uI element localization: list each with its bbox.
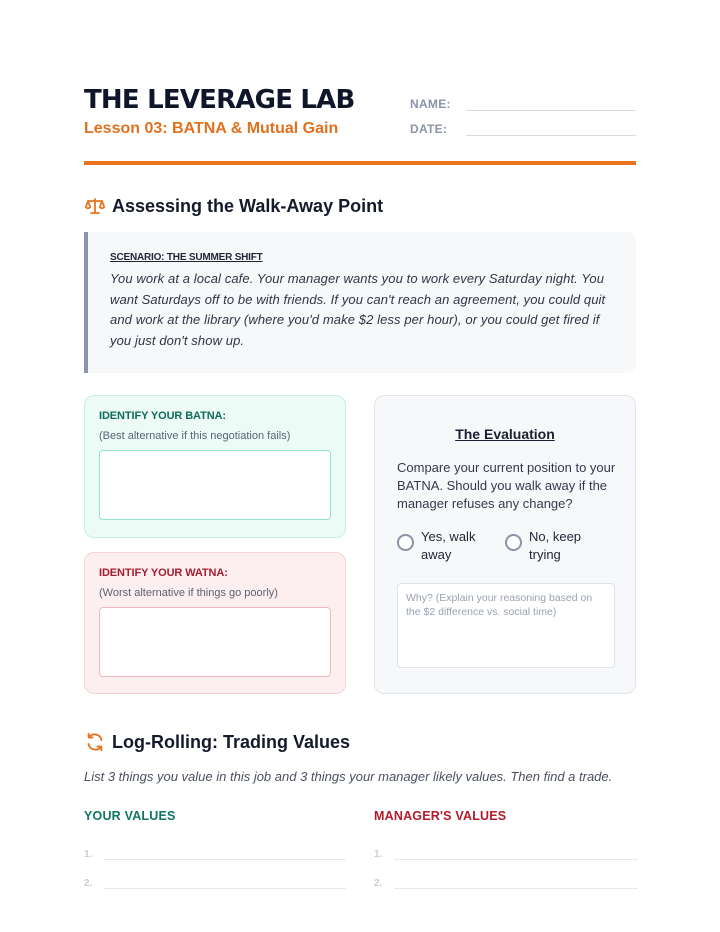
name-row [410,86,636,111]
line-number: 2. [84,878,93,889]
section-title: Log-Rolling: Trading Values [112,731,351,752]
name-field[interactable] [466,97,636,111]
worksheet-title: THE LEVERAGE LAB [84,85,355,115]
scenario-label: SCENARIO: THE SUMMER SHIFT [110,252,263,263]
option-no-label: No, keep trying [529,529,582,562]
line-number: 2. [374,878,383,889]
watna-title: IDENTIFY YOUR WATNA: [99,567,228,579]
watna-answer-box[interactable] [99,607,331,677]
your-value-line[interactable] [84,842,346,860]
section-title: Assessing the Walk-Away Point [112,195,384,216]
evaluation-card [374,395,636,694]
scenario-callout [84,232,636,373]
option-yes-label: Yes, walk away [421,529,476,562]
header-divider [84,161,636,165]
batna-card [84,395,346,538]
lesson-subtitle: Lesson 03: BATNA & Mutual Gain [84,120,339,137]
manager-values-header: MANAGER'S VALUES [374,809,507,823]
log-rolling-instructions: List 3 things you value in this job and 3 things your manager likely values. Then find a trade. [84,769,613,784]
section-walk-away-heading [84,195,383,217]
scenario-text: You work at a local cafe. Your manager wants you to work every Saturday night. You want Saturdays off to be with friends. If you can't reach an agreement, you could quit and work at the library (where you'd make $2 less per hour), or you could get fired if you just don't show up. [110,271,606,348]
student-info [410,86,636,136]
line-number: 1. [374,849,383,860]
date-label: DATE: [410,122,448,136]
batna-title: IDENTIFY YOUR BATNA: [99,410,226,422]
watna-card [84,552,346,694]
manager-value-line[interactable] [374,842,638,860]
brand [84,84,355,138]
manager-value-line[interactable] [374,871,638,889]
answer-line[interactable] [394,875,638,889]
answer-line[interactable] [104,875,346,889]
name-label: NAME: [410,97,451,111]
answer-line[interactable] [394,846,638,860]
line-number: 1. [84,849,93,860]
option-yes[interactable] [397,528,491,564]
why-field[interactable]: Why? (Explain your reasoning based on the $2 difference vs. social time) [397,583,615,668]
radio-no[interactable] [505,534,522,551]
batna-answer-box[interactable] [99,450,331,520]
worksheet-header [84,84,636,168]
section-log-rolling-heading [84,731,350,753]
evaluation-title: The Evaluation [455,426,555,442]
watna-subtitle: (Worst alternative if things go poorly) [99,587,278,599]
date-row [410,111,636,136]
evaluation-prompt: Compare your current position to your BATNA. Should you walk away if the manager refuses any change? [397,460,616,511]
your-value-line[interactable] [84,871,346,889]
answer-line[interactable] [104,846,346,860]
batna-subtitle: (Best alternative if this negotiation fails) [99,430,291,442]
your-values-header: YOUR VALUES [84,809,176,823]
option-no[interactable] [505,528,599,564]
refresh-icon [84,731,106,753]
date-field[interactable] [466,122,636,136]
scale-icon [84,195,106,217]
radio-yes[interactable] [397,534,414,551]
